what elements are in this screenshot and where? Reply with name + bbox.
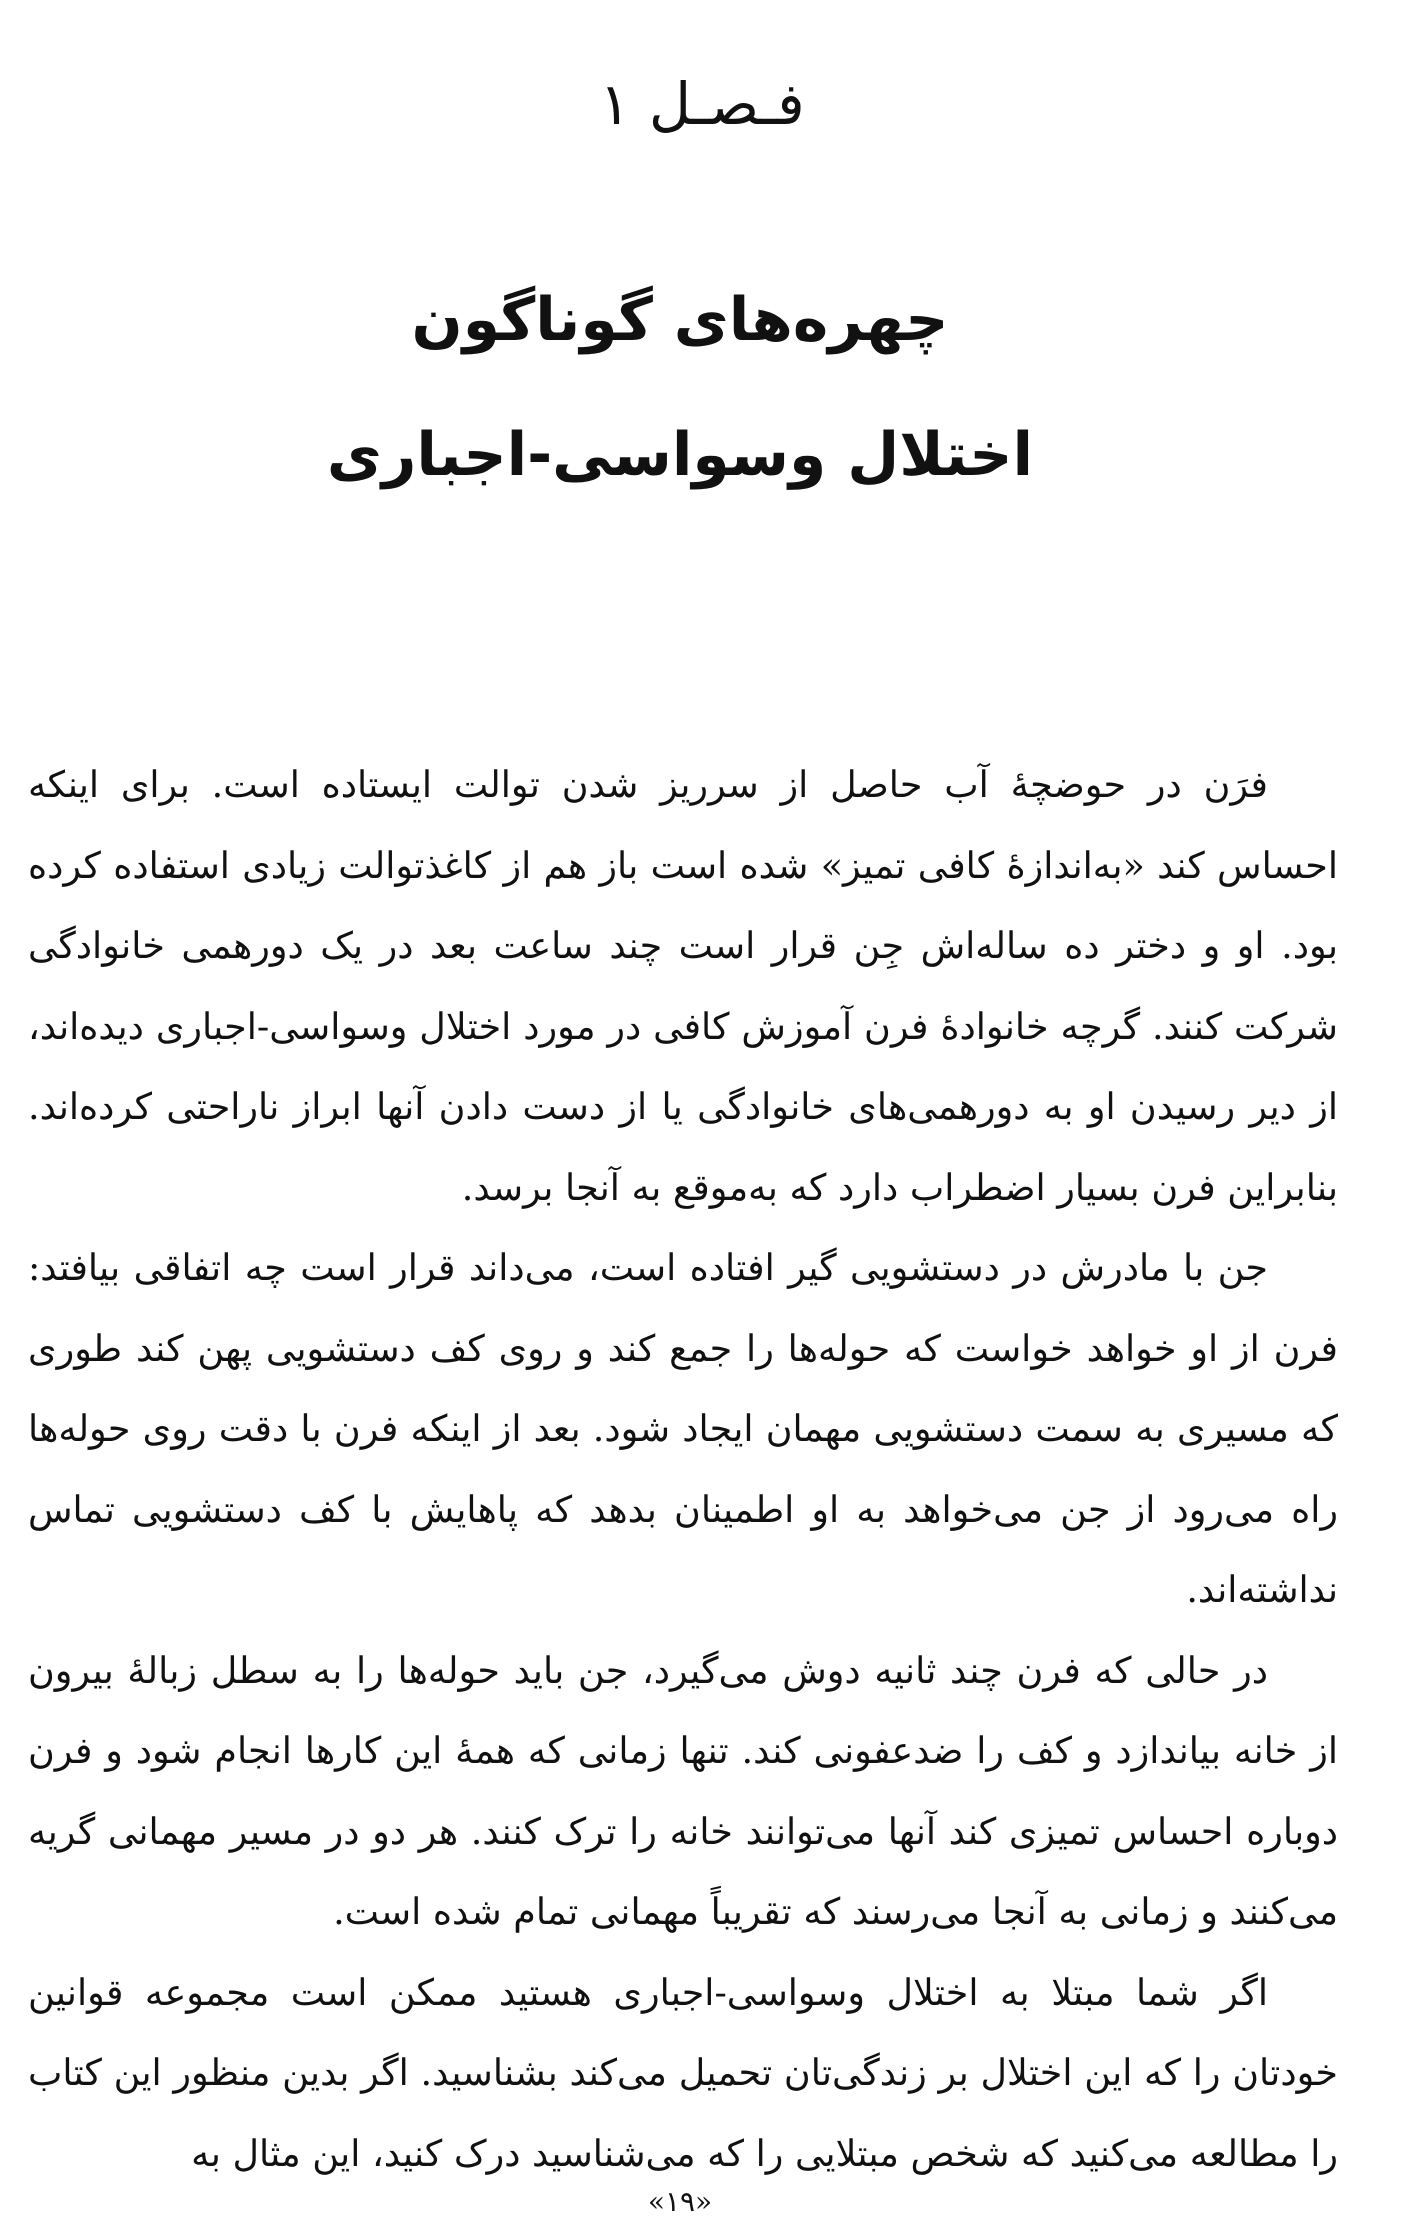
paragraph-4: اگر شما مبتلا به اختلال وسواسی-اجباری هستید ممکن است مجموعه قوانین خودتان را که این اختلال بر زندگی‌تان تحمیل می‌کند بشناسید. اگر بدین منظور این کتاب را مطالعه می‌کنید که شخص مبتلایی را که می‌شناسید درک کنید، این مثال به [28,1970,1338,2175]
paragraph-2: جن با مادرش در دستشویی گیر افتاده است، می‌داند قرار است چه اتفاقی بیافتد: فرن از او خواهد خواست که حوله‌ها را جمع کند و روی کف دستشویی پهن کند طوری که مسیری به سمت دستشویی مهمان ایجاد شود. بعد از اینکه فرن با دقت روی حوله‌ها راه می‌رود از جن می‌خواهد به او اطمینان بدهد که پاهایش با کف دستشویی تماس نداشته‌اند. [28,1246,1338,1611]
chapter-label: فـصـل ١ [599,70,805,138]
paragraph-1: فرَن در حوضچهٔ آب حاصل از سرریز شدن توالت ایستاده است. برای اینکه احساس کند «به‌اندازهٔ کافی تمیز» شده است باز هم از کاغذتوالت زیادی استفاده کرده بود. او و دختر ده ساله‌اش جِن قرار است چند ساعت بعد در یک دورهمی خانوادگی شرکت کنند. گرچه خانوادهٔ فرن آموزش کافی در مورد اختلال وسواسی-اجباری دیده‌اند، از دیر رسیدن او به دورهمی‌های خانوادگی یا از دست دادن آنها ابراز ناراحتی کرده‌اند. بنابراین فرن بسیار اضطراب دارد که به‌موقع به آنجا برسد. [28,763,1338,1209]
body-text [28,745,1338,2194]
page-number: «١٩» [647,2185,713,2218]
paragraph-3: در حالی که فرن چند ثانیه دوش می‌گیرد، جن باید حوله‌ها را به سطل زبالهٔ بیرون از خانه بیاندازد و کف را ضدعفونی کند. تنها زمانی که همهٔ این کارها انجام شود و فرن دوباره احساس تمیزی کند آنها می‌توانند خانه را ترک کنند. هر دو در مسیر مهمانی گریه می‌کنند و زمانی به آنجا می‌رسند که تقریباً مهمانی تمام شده است. [28,1648,1338,1933]
chapter-title-line2: اختلال وسواسی-اجباری [326,420,1034,490]
chapter-title-line1: چهره‌های گوناگون [411,285,949,355]
